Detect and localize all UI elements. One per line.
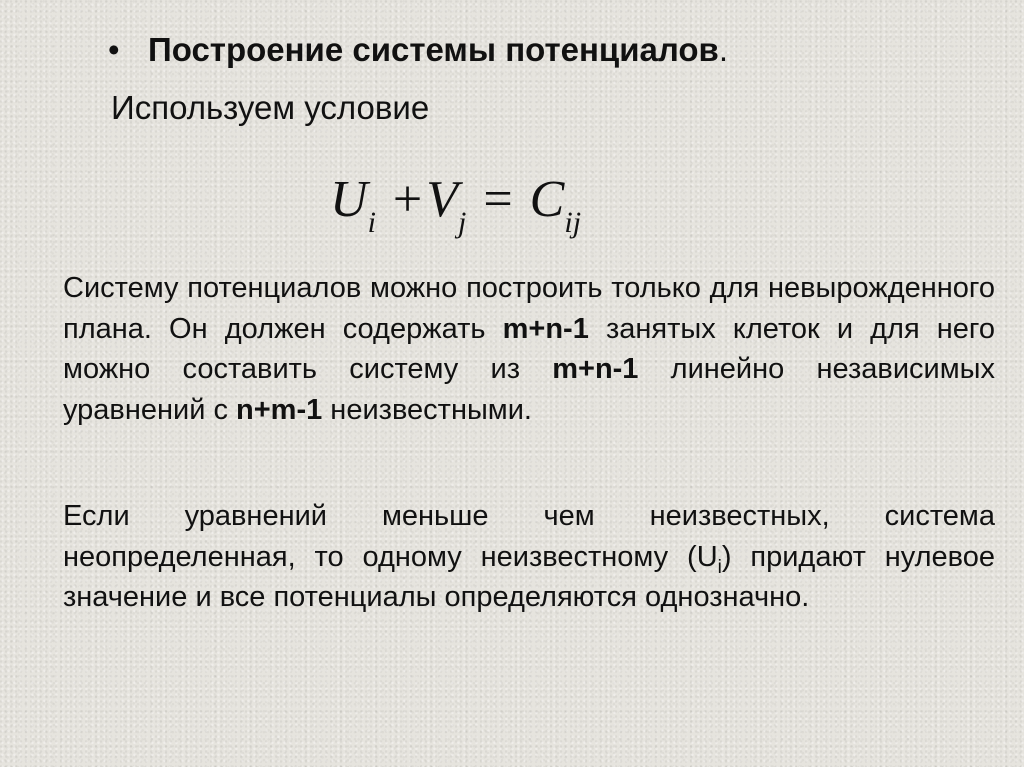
paragraph-1-text-2: занятых клеток и для него можно составить систему из <box>63 312 995 385</box>
formula-v-subscript: j <box>458 206 467 239</box>
formula-u: U <box>330 171 368 228</box>
slide-heading: Построение системы потенциалов <box>148 31 719 68</box>
paragraph-1-bold-1: m+n-1 <box>502 312 589 345</box>
paragraph-indeterminate-system <box>63 496 995 618</box>
paragraph-1-text-3: линейно независимых уравнений с <box>63 353 995 426</box>
formula-c: C <box>529 171 565 228</box>
paragraph-2-text-1: Если уравнений меньше чем неизвестных, система неопределенная, то одному неизвестному (U <box>63 500 995 573</box>
formula-u-subscript: i <box>367 206 376 239</box>
slide-heading-row <box>108 28 728 72</box>
slide-heading-period: . <box>718 31 728 68</box>
paragraph-1-bold-2: m+n-1 <box>552 353 639 385</box>
potential-formula <box>330 170 581 237</box>
paragraph-2-text-2: ) придают нулевое значение и все потенциалы определяются однозначно. <box>63 540 995 613</box>
paragraph-nondegenerate-plan <box>63 268 995 430</box>
formula-c-subscript: ij <box>564 206 582 239</box>
paragraph-1-text-4: неизвестными. <box>322 393 532 426</box>
slide-subheading: Используем условие <box>111 89 430 126</box>
paragraph-2-subscript: i <box>717 556 722 578</box>
bullet-icon: • <box>108 31 120 68</box>
formula-plus: + <box>392 171 423 228</box>
formula-v: V <box>426 171 458 228</box>
formula-equals: = <box>483 171 513 228</box>
paragraph-1-bold-3: n+m-1 <box>236 393 323 426</box>
paragraph-1-text-1: Систему потенциалов можно построить только для невырожденного плана. Он должен содержать <box>63 272 995 345</box>
